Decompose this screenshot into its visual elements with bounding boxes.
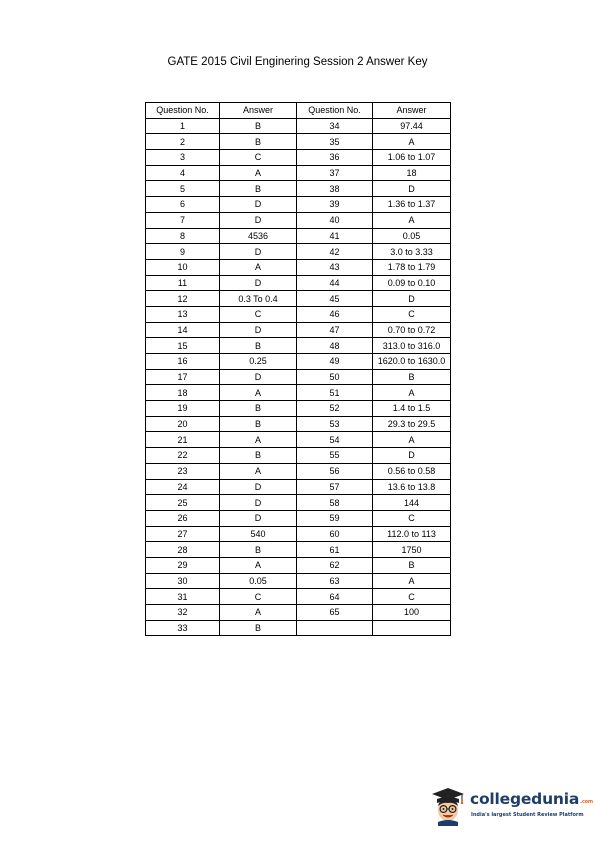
question-no-cell bbox=[297, 620, 373, 636]
question-no-cell: 46 bbox=[297, 306, 373, 322]
table-row bbox=[146, 291, 451, 307]
answer-cell: B bbox=[220, 401, 297, 417]
question-no-cell: 20 bbox=[146, 416, 220, 432]
table-row bbox=[146, 197, 451, 213]
question-no-cell: 23 bbox=[146, 463, 220, 479]
question-no-cell: 65 bbox=[297, 605, 373, 621]
answer-cell: C bbox=[373, 510, 451, 526]
table-row bbox=[146, 589, 451, 605]
question-no-cell: 26 bbox=[146, 510, 220, 526]
answer-cell: 0.05 bbox=[220, 573, 297, 589]
brand-tld: .com bbox=[580, 799, 593, 805]
answer-cell: 1.06 to 1.07 bbox=[373, 150, 451, 166]
question-no-cell: 41 bbox=[297, 228, 373, 244]
question-no-cell: 64 bbox=[297, 589, 373, 605]
question-no-cell: 51 bbox=[297, 385, 373, 401]
table-row bbox=[146, 118, 451, 134]
question-no-cell: 15 bbox=[146, 338, 220, 354]
answer-cell: A bbox=[373, 385, 451, 401]
question-no-cell: 52 bbox=[297, 401, 373, 417]
answer-cell: D bbox=[220, 244, 297, 260]
table-row bbox=[146, 259, 451, 275]
question-no-cell: 54 bbox=[297, 432, 373, 448]
question-no-cell: 55 bbox=[297, 448, 373, 464]
table-row bbox=[146, 479, 451, 495]
answer-cell: 1620.0 to 1630.0 bbox=[373, 354, 451, 370]
question-no-cell: 47 bbox=[297, 322, 373, 338]
answer-cell: 1.78 to 1.79 bbox=[373, 259, 451, 275]
answer-cell: D bbox=[220, 275, 297, 291]
question-no-cell: 48 bbox=[297, 338, 373, 354]
table-row bbox=[146, 510, 451, 526]
brand-name-text: collegedunia bbox=[470, 790, 580, 808]
table-row bbox=[146, 495, 451, 511]
answer-cell: D bbox=[373, 181, 451, 197]
question-no-cell: 39 bbox=[297, 197, 373, 213]
question-no-cell: 25 bbox=[146, 495, 220, 511]
answer-cell: D bbox=[220, 369, 297, 385]
table-row bbox=[146, 416, 451, 432]
question-no-cell: 1 bbox=[146, 118, 220, 134]
answer-cell: 144 bbox=[373, 495, 451, 511]
question-no-cell: 9 bbox=[146, 244, 220, 260]
header-answer-left: Answer bbox=[220, 103, 297, 119]
answer-cell: 100 bbox=[373, 605, 451, 621]
collegedunia-logo bbox=[428, 786, 593, 826]
question-no-cell: 40 bbox=[297, 212, 373, 228]
table-row bbox=[146, 401, 451, 417]
table-row bbox=[146, 150, 451, 166]
question-no-cell: 56 bbox=[297, 463, 373, 479]
question-no-cell: 4 bbox=[146, 165, 220, 181]
question-no-cell: 10 bbox=[146, 259, 220, 275]
question-no-cell: 7 bbox=[146, 212, 220, 228]
table-body bbox=[146, 118, 451, 636]
question-no-cell: 5 bbox=[146, 181, 220, 197]
table-row bbox=[146, 542, 451, 558]
question-no-cell: 11 bbox=[146, 275, 220, 291]
answer-cell: A bbox=[220, 259, 297, 275]
question-no-cell: 50 bbox=[297, 369, 373, 385]
answer-cell: A bbox=[373, 212, 451, 228]
answer-key-table bbox=[145, 102, 451, 636]
brand-name bbox=[470, 790, 593, 808]
answer-cell: 1750 bbox=[373, 542, 451, 558]
answer-cell: D bbox=[220, 212, 297, 228]
table-row bbox=[146, 322, 451, 338]
answer-cell: 0.25 bbox=[220, 354, 297, 370]
page-title: GATE 2015 Civil Enginering Session 2 Answer Key bbox=[167, 56, 428, 68]
answer-cell: B bbox=[220, 542, 297, 558]
table-row bbox=[146, 605, 451, 621]
answer-cell: B bbox=[220, 416, 297, 432]
table-row bbox=[146, 228, 451, 244]
question-no-cell: 14 bbox=[146, 322, 220, 338]
table-row bbox=[146, 306, 451, 322]
brand-tagline: India's largest Student Review Platform bbox=[471, 812, 584, 818]
answer-cell: D bbox=[220, 510, 297, 526]
question-no-cell: 61 bbox=[297, 542, 373, 558]
answer-cell: B bbox=[220, 448, 297, 464]
question-no-cell: 44 bbox=[297, 275, 373, 291]
question-no-cell: 29 bbox=[146, 557, 220, 573]
answer-cell: 112.0 to 113 bbox=[373, 526, 451, 542]
answer-cell: 0.70 to 0.72 bbox=[373, 322, 451, 338]
answer-cell: D bbox=[220, 322, 297, 338]
table-row bbox=[146, 573, 451, 589]
answer-cell: A bbox=[220, 463, 297, 479]
answer-cell: 0.3 To 0.4 bbox=[220, 291, 297, 307]
answer-cell: 97.44 bbox=[373, 118, 451, 134]
question-no-cell: 6 bbox=[146, 197, 220, 213]
answer-cell: 0.09 to 0.10 bbox=[373, 275, 451, 291]
answer-cell: C bbox=[373, 306, 451, 322]
table-row bbox=[146, 275, 451, 291]
question-no-cell: 49 bbox=[297, 354, 373, 370]
answer-cell: D bbox=[220, 495, 297, 511]
answer-cell: A bbox=[373, 573, 451, 589]
table-row bbox=[146, 369, 451, 385]
answer-cell: 1.4 to 1.5 bbox=[373, 401, 451, 417]
table-row bbox=[146, 338, 451, 354]
graduate-mascot-icon bbox=[428, 786, 468, 826]
question-no-cell: 31 bbox=[146, 589, 220, 605]
question-no-cell: 53 bbox=[297, 416, 373, 432]
question-no-cell: 30 bbox=[146, 573, 220, 589]
table-row bbox=[146, 448, 451, 464]
table-row bbox=[146, 432, 451, 448]
answer-cell: 29.3 to 29.5 bbox=[373, 416, 451, 432]
header-answer-right: Answer bbox=[373, 103, 451, 119]
answer-cell: A bbox=[373, 134, 451, 150]
table-row bbox=[146, 165, 451, 181]
answer-cell: 3.0 to 3.33 bbox=[373, 244, 451, 260]
question-no-cell: 32 bbox=[146, 605, 220, 621]
question-no-cell: 16 bbox=[146, 354, 220, 370]
answer-cell: B bbox=[220, 338, 297, 354]
question-no-cell: 24 bbox=[146, 479, 220, 495]
answer-cell: C bbox=[220, 150, 297, 166]
question-no-cell: 43 bbox=[297, 259, 373, 275]
table-row bbox=[146, 244, 451, 260]
answer-cell: A bbox=[373, 432, 451, 448]
table-row bbox=[146, 557, 451, 573]
question-no-cell: 38 bbox=[297, 181, 373, 197]
question-no-cell: 12 bbox=[146, 291, 220, 307]
table-header-row bbox=[146, 103, 451, 119]
question-no-cell: 34 bbox=[297, 118, 373, 134]
question-no-cell: 19 bbox=[146, 401, 220, 417]
question-no-cell: 3 bbox=[146, 150, 220, 166]
answer-cell: A bbox=[220, 605, 297, 621]
question-no-cell: 62 bbox=[297, 557, 373, 573]
answer-cell: D bbox=[373, 448, 451, 464]
table-row bbox=[146, 181, 451, 197]
question-no-cell: 45 bbox=[297, 291, 373, 307]
table-row bbox=[146, 212, 451, 228]
question-no-cell: 2 bbox=[146, 134, 220, 150]
answer-cell: 0.56 to 0.58 bbox=[373, 463, 451, 479]
table-row bbox=[146, 526, 451, 542]
answer-cell: B bbox=[220, 181, 297, 197]
answer-cell: C bbox=[373, 589, 451, 605]
question-no-cell: 63 bbox=[297, 573, 373, 589]
answer-cell: 540 bbox=[220, 526, 297, 542]
answer-cell: A bbox=[220, 557, 297, 573]
answer-cell: A bbox=[220, 385, 297, 401]
question-no-cell: 57 bbox=[297, 479, 373, 495]
question-no-cell: 27 bbox=[146, 526, 220, 542]
question-no-cell: 28 bbox=[146, 542, 220, 558]
answer-cell: 18 bbox=[373, 165, 451, 181]
answer-cell: D bbox=[373, 291, 451, 307]
question-no-cell: 36 bbox=[297, 150, 373, 166]
answer-cell bbox=[373, 620, 451, 636]
answer-cell: C bbox=[220, 306, 297, 322]
question-no-cell: 21 bbox=[146, 432, 220, 448]
answer-cell: B bbox=[220, 134, 297, 150]
header-question-no-right: Question No. bbox=[297, 103, 373, 119]
question-no-cell: 35 bbox=[297, 134, 373, 150]
question-no-cell: 13 bbox=[146, 306, 220, 322]
question-no-cell: 58 bbox=[297, 495, 373, 511]
answer-cell: B bbox=[220, 118, 297, 134]
answer-cell: C bbox=[220, 589, 297, 605]
question-no-cell: 42 bbox=[297, 244, 373, 260]
answer-cell: D bbox=[220, 197, 297, 213]
header-question-no-left: Question No. bbox=[146, 103, 220, 119]
table-row bbox=[146, 134, 451, 150]
table-row bbox=[146, 354, 451, 370]
question-no-cell: 60 bbox=[297, 526, 373, 542]
question-no-cell: 22 bbox=[146, 448, 220, 464]
answer-cell: 0.05 bbox=[373, 228, 451, 244]
answer-cell: 13.6 to 13.8 bbox=[373, 479, 451, 495]
table-row bbox=[146, 385, 451, 401]
question-no-cell: 18 bbox=[146, 385, 220, 401]
answer-cell: B bbox=[220, 620, 297, 636]
answer-cell: 313.0 to 316.0 bbox=[373, 338, 451, 354]
answer-cell: B bbox=[373, 557, 451, 573]
answer-cell: A bbox=[220, 432, 297, 448]
question-no-cell: 8 bbox=[146, 228, 220, 244]
answer-cell: A bbox=[220, 165, 297, 181]
answer-cell: 1.36 to 1.37 bbox=[373, 197, 451, 213]
table-row bbox=[146, 620, 451, 636]
answer-cell: 4536 bbox=[220, 228, 297, 244]
table-row bbox=[146, 463, 451, 479]
question-no-cell: 33 bbox=[146, 620, 220, 636]
question-no-cell: 37 bbox=[297, 165, 373, 181]
answer-cell: B bbox=[373, 369, 451, 385]
question-no-cell: 17 bbox=[146, 369, 220, 385]
answer-cell: D bbox=[220, 479, 297, 495]
question-no-cell: 59 bbox=[297, 510, 373, 526]
